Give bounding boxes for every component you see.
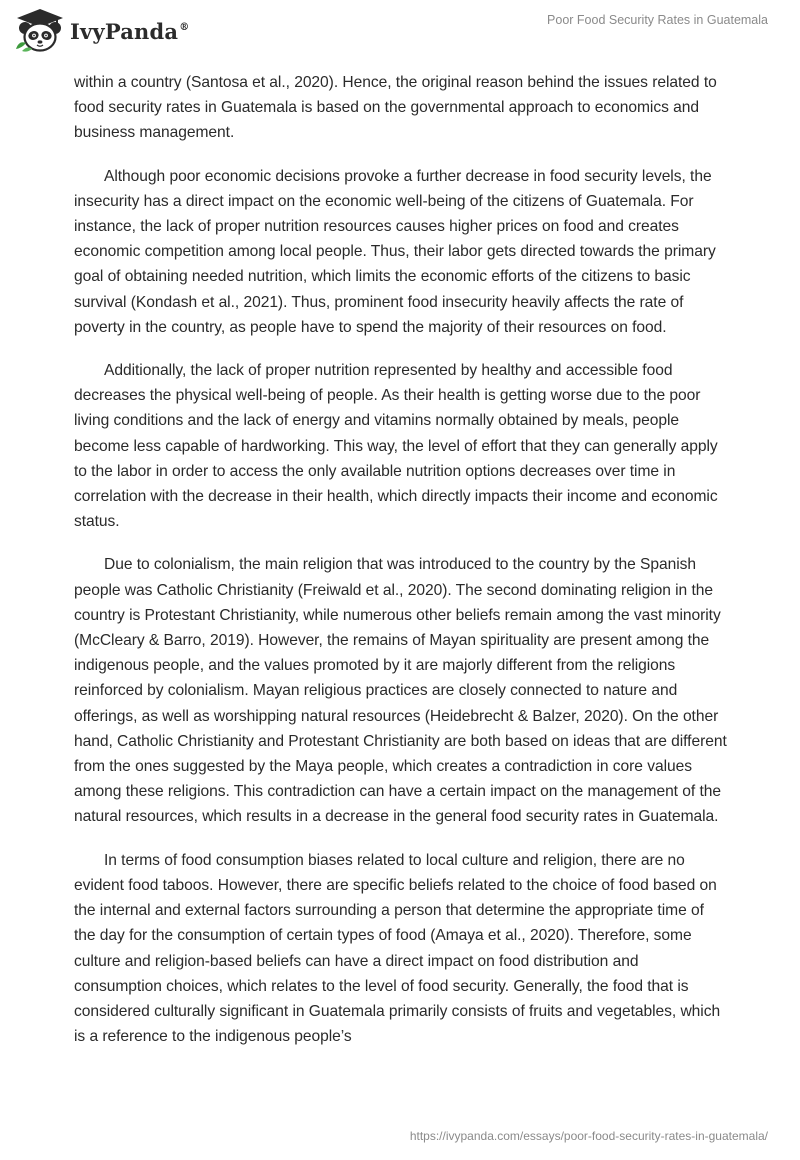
page-header xyxy=(0,0,800,62)
paragraph: Additionally, the lack of proper nutrition represented by healthy and accessible food decreases the physical well-being of people. As their health is getting worse due to the poor living conditions and the lack of energy and vitamins normally obtained by meals, people become less capable of hardworking. This way, the level of effort that they can generally apply to the labor in order to access the only available nutrition options decreases over time in correlation with the decrease in their health, which directly impacts their income and economic status. xyxy=(74,362,718,531)
brand-logo[interactable] xyxy=(14,7,189,53)
essay-body xyxy=(74,70,728,1067)
source-url-link[interactable]: https://ivypanda.com/essays/poor-food-security-rates-in-guatemala/ xyxy=(409,1129,768,1143)
paragraph: within a country (Santosa et al., 2020). Hence, the original reason behind the issues related to food security rates in Guatemala is based on the governmental approach to economics and business management. xyxy=(74,74,717,142)
paragraph: In terms of food consumption biases related to local culture and religion, there are no evident food taboos. However, there are specific beliefs related to the choice of food based on the internal and external factors surrounding a person that determine the appropriate time of the day for the consumption of certain types of food (Amaya et al., 2020). Therefore, some culture and religion-based beliefs can have a direct impact on food distribution and consumption choices, which relates to the level of food security. Generally, the food that is considered culturally significant in Guatemala primarily consists of fruits and vegetables, which is a reference to the indigenous people’s xyxy=(74,851,721,1046)
document-title: Poor Food Security Rates in Guatemala xyxy=(547,13,768,27)
paragraph: Due to colonialism, the main religion that was introduced to the country by the Spanish people was Catholic Christianity (Freiwald et al., 2020). The second dominating religion in the country is Protestant Christianity, while numerous other beliefs remain among the vast minority (McCleary & Barro, 2019). However, the remains of Mayan spirituality are present among the indigenous people, and the values promoted by it are majorly different from the religions reinforced by colonialism. Mayan religious practices are closely connected to nature and offerings, as well as worshipping natural resources (Heidebrecht & Balzer, 2020). On the other hand, Catholic Christianity and Protestant Christianity are both based on ideas that are different from the ones suggested by the Maya people, which creates a contradiction in core values among these religions. This contradiction can have a certain impact on the management of the natural resources, which results in a decrease in the general food security rates in Guatemala. xyxy=(74,556,727,826)
paragraph: Although poor economic decisions provoke a further decrease in food security levels, the insecurity has a direct impact on the economic well-being of the citizens of Guatemala. For instance, the lack of proper nutrition resources causes higher prices on food and creates economic competition among local people. Thus, their labor gets directed towards the primary goal of obtaining needed nutrition, which limits the economic efforts of the citizens to basic survival (Kondash et al., 2021). Thus, prominent food insecurity heavily affects the rate of poverty in the country, as people have to spend the majority of their resources on food. xyxy=(74,167,716,336)
panda-graduate-icon xyxy=(14,7,66,53)
brand-name: IvyPanda® xyxy=(70,18,190,44)
